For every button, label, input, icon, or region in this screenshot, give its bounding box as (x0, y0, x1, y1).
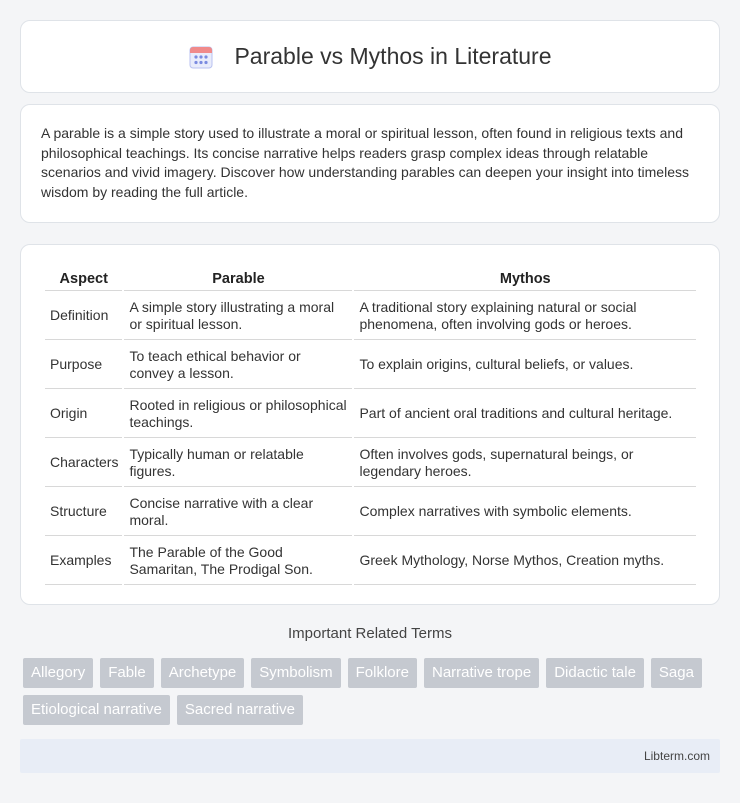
aspect-cell: Characters (45, 440, 122, 487)
tag-fable[interactable]: Fable (100, 658, 154, 688)
comparison-table (43, 265, 698, 587)
related-terms-tags (23, 658, 723, 725)
tag-folklore[interactable]: Folklore (348, 658, 417, 688)
calendar-grid-icon (188, 44, 214, 70)
tag-etiological-narrative[interactable]: Etiological narrative (23, 695, 170, 725)
mythos-cell: A traditional story explaining natural or social phenomena, often involving gods or heroes. (354, 293, 696, 340)
table-row (45, 440, 696, 487)
parable-cell: A simple story illustrating a moral or spiritual lesson. (124, 293, 352, 340)
header-mythos: Mythos (354, 267, 696, 291)
tag-sacred-narrative[interactable]: Sacred narrative (177, 695, 303, 725)
mythos-cell: Part of ancient oral traditions and cultural heritage. (354, 391, 696, 438)
parable-cell: Rooted in religious or philosophical teachings. (124, 391, 352, 438)
page-title: Parable vs Mythos in Literature (234, 43, 552, 69)
related-terms-heading: Important Related Terms (288, 625, 452, 642)
tag-allegory[interactable]: Allegory (23, 658, 93, 688)
aspect-cell: Purpose (45, 342, 122, 389)
tag-archetype[interactable]: Archetype (161, 658, 245, 688)
table-row (45, 538, 696, 585)
aspect-cell: Examples (45, 538, 122, 585)
mythos-cell: To explain origins, cultural beliefs, or values. (354, 342, 696, 389)
tag-narrative-trope[interactable]: Narrative trope (424, 658, 539, 688)
table-row (45, 391, 696, 438)
mythos-cell: Complex narratives with symbolic elements. (354, 489, 696, 536)
parable-cell: Concise narrative with a clear moral. (124, 489, 352, 536)
intro-text: A parable is a simple story used to illustrate a moral or spiritual lesson, often found in religious texts and philosophical teachings. Its concise narrative helps readers grasp complex ideas through relatable scenarios and vivid imagery. Discover how understanding parables can deepen your insight into timeless wisdom by reading the full article. (41, 125, 689, 200)
parable-cell: The Parable of the Good Samaritan, The Prodigal Son. (124, 538, 352, 585)
tag-symbolism[interactable]: Symbolism (251, 658, 340, 688)
mythos-cell: Greek Mythology, Norse Mythos, Creation myths. (354, 538, 696, 585)
table-row (45, 293, 696, 340)
title-card (20, 20, 720, 93)
aspect-cell: Origin (45, 391, 122, 438)
header-aspect: Aspect (45, 267, 122, 291)
footer-site-link[interactable]: Libterm.com (643, 749, 710, 763)
comparison-table-card (20, 244, 720, 605)
tag-didactic-tale[interactable]: Didactic tale (546, 658, 644, 688)
header-parable: Parable (124, 267, 352, 291)
table-row (45, 489, 696, 536)
intro-card (20, 104, 720, 223)
aspect-cell: Structure (45, 489, 122, 536)
tag-saga[interactable]: Saga (651, 658, 702, 688)
mythos-cell: Often involves gods, supernatural beings, or legendary heroes. (354, 440, 696, 487)
aspect-cell: Definition (45, 293, 122, 340)
parable-cell: Typically human or relatable figures. (124, 440, 352, 487)
parable-cell: To teach ethical behavior or convey a lesson. (124, 342, 352, 389)
table-header-row (45, 267, 696, 291)
footer (20, 739, 720, 773)
table-row (45, 342, 696, 389)
